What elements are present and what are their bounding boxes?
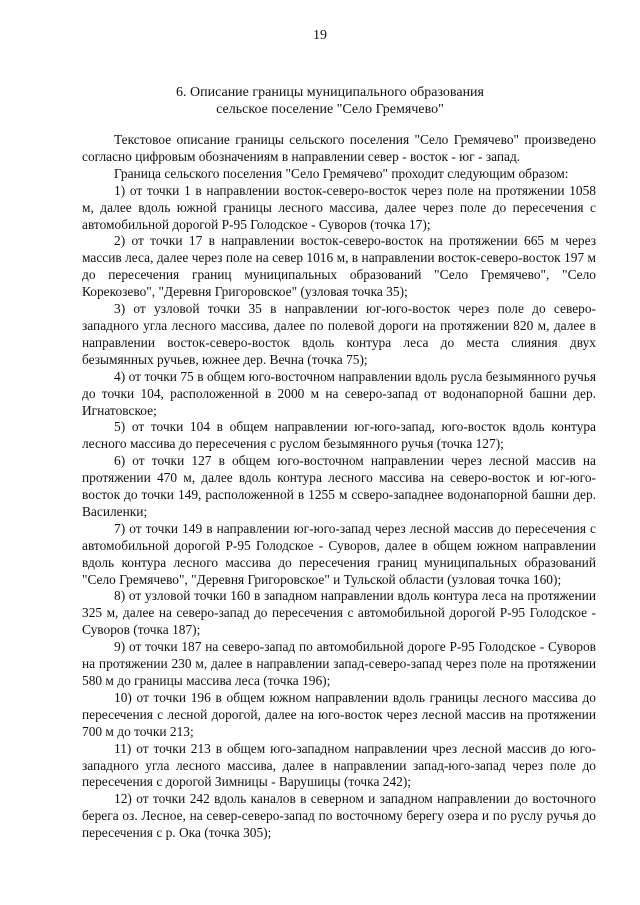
paragraph-item-3: 3) от узловой точки 35 в направлении юг-юго-восток через поле до северо-западного угла лесного массива, далее по полевой дороги на протяжении 820 м, далее в направлении восток-северо-восток вдоль контура леса до места слияния двух безымянных ручьев, южнее дер. Вечна (точка 75); [82,301,596,367]
paragraph-item-1: 1) от точки 1 в направлении восток-северо-восток через поле на протяжении 1058 м, далее вдоль южной границы лесного массива, далее через поле до пересечения с автомобильной дорогой Р-95 Голодское - Суворов (точка 17); [82,182,596,232]
paragraph-item-6: 6) от точки 127 в общем юго-восточном направлении через лесной массив на протяжении 470 м, далее вдоль контура лесного массива на северо-восток и юг-юго-восток до точки 149, расположенной в 1255 м ссверо-западнее водонапорной башни дер. Василенки; [82,453,596,519]
paragraph-intro: Текстовое описание границы сельского поселения "Село Гремячево" произведено согласно цифровым обозначениям в направлении север - восток - юг - запад. [82,132,596,164]
section-heading [80,84,580,118]
paragraph-item-9: 9) от точки 187 на северо-запад по автомобильной дороге Р-95 Голодское - Суворов на протяжении 230 м, далее в направлении запад-северо-запад через поле на протяжении 580 м до границы массива леса (точка 196); [82,639,596,688]
paragraph-route-intro: Граница сельского поселения "Село Гремячево" проходит следующим образом: [114,165,569,181]
paragraph-item-8: 8) от узловой точки 160 в западном направлении вдоль контура леса на протяжении 325 м, далее на северо-запад до пересечения с автомобильной дорогой Р-95 Голодское - Суворов (точка 187); [82,588,596,638]
page-number: 19 [313,28,327,43]
paragraph-item-12: 12) от точки 242 вдоль каналов в северном и западном направлении до восточного берега оз. Лесное, на север-северо-запад по восточному берегу озера и по руслу ручья до пересечения с р. Ока (точка 305); [82,791,596,841]
paragraph-item-7: 7) от точки 149 в направлении юг-юго-запад через лесной массив до пересечения с автомобильной дорогой Р-95 Голодское - Суворов, далее в общем южном направлении вдоль контура лесного массива до пересечения границ муниципальных образований "Село Гремячево", "Деревня Григоровское" и Тульской области (узловая точка 160); [82,520,596,587]
paragraph-item-2: 2) от точки 17 в направлении восток-северо-восток на протяжении 665 м через массив леса, далее через поле на север 1016 м, в направлении восток-северо-восток 197 м до пересечения границ муниципальных образований "Село Гремячево", "Село Корекозево", "Деревня Григоровское" (узловая точка 35); [82,233,596,300]
paragraph-item-11: 11) от точки 213 в общем юго-западном направлении чрез лесной массив до юго-западного угла лесного массива, далее в направлении запад-юго-запад через поле до пересечения с дорогой Зимницы - Варушицы (точка 242); [82,740,596,790]
paragraph-item-5: 5) от точки 104 в общем направлении юг-юго-запад, юго-восток вдоль контура лесного массива до пересечения с руслом безымянного ручья (точка 127); [82,419,596,452]
section-heading-line-1: 6. Описание границы муниципального образования [176,85,484,100]
section-heading-line-2: сельское поселение "Село Гремячево" [216,102,444,117]
document-body [82,132,596,842]
paragraph-item-4: 4) от точки 75 в общем юго-восточном направлении вдоль русла безымянного ручья до точки 104, расположенной в 2000 м на северо-запад от водонапорной башни дер. Игнатовское; [82,368,596,418]
paragraph-item-10: 10) от точки 196 в общем южном направлении вдоль границы лесного массива до пересечения с лесной дорогой, далее на юго-восток через лесной массив на протяжении 700 м до точки 213; [82,689,596,739]
